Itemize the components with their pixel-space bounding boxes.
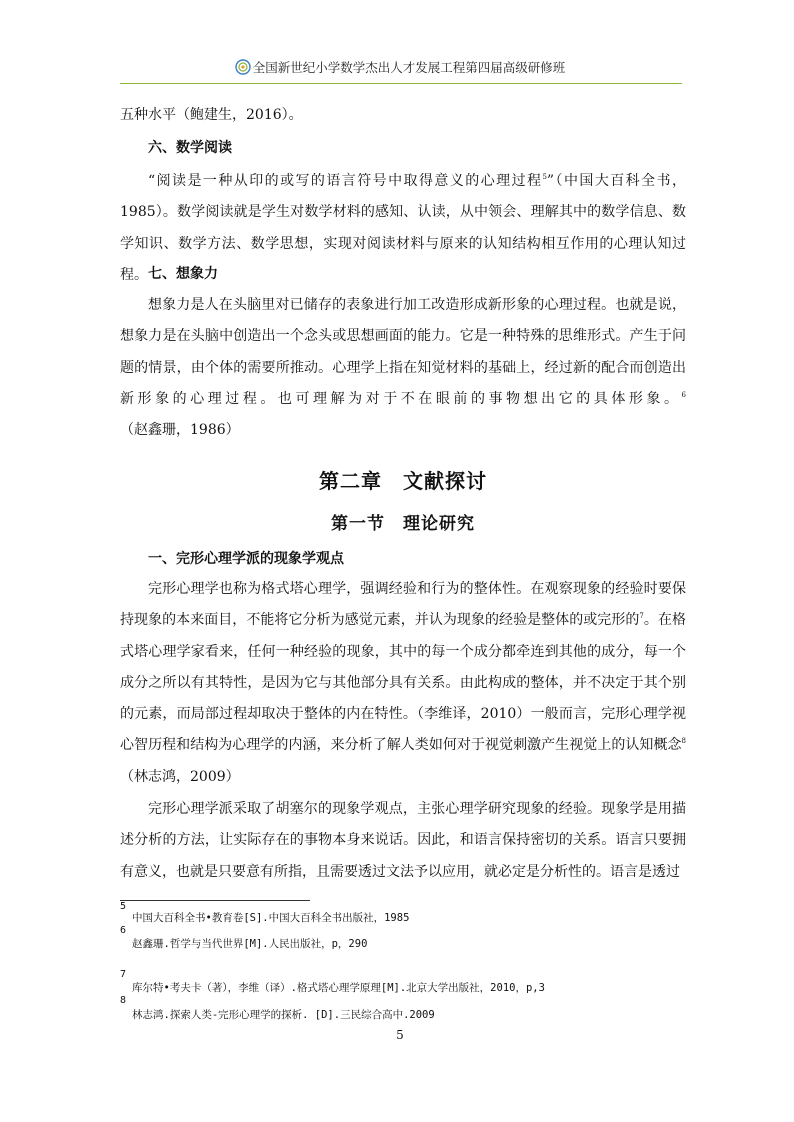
footnote-number: 8 [120, 995, 127, 1006]
footnote-text: 中国大百科全书•教育卷[S].中国大百科全书出版社，1985 [132, 912, 410, 924]
paragraph-phenomenology: 完形心理学派采取了胡塞尔的现象学观点，主张心理学研究现象的经验。现象学是用描述分析的方法，让实际存在的事物本身来说话。因此，和语言保持密切的关系。语言只要拥有意义，也就是只要意有所指，且需要透过文法予以应用，就必定是分析性的。语言是透过 [120, 801, 686, 880]
paragraph-gestalt: 完形心理学也称为格式塔心理学，强调经验和行为的整体性。在观察现象的经验时要保持现象的本来面目，不能将它分析为感觉元素，并认为现象的经验是整体的或完形的$^7$。在格式塔心理学家看来，任何一种经验的现象，其中的每一个成分都牵连到其他的成分，每一个成分之所以有其特性，是因为它与其他部分具有关系。由此构成的整体，并不决定于其个别的元素，而局部过程却取决于整体的内在特性。（李维译，2010）一般而言，完形心理学视心智历程和结构为心理学的内涵，来分析了解人类如何对于视觉刺激产生视觉上的认知概念$^8$（林志鸿，2009） [120, 581, 687, 785]
institute-logo-icon [235, 59, 251, 75]
footnote-number: 5 [120, 901, 127, 912]
footnote-text: 林志鸿.探索人类-完形心理学的探析. [D].三民综合高中.2009 [132, 1009, 435, 1021]
page-number: 5 [396, 1028, 404, 1042]
footnote-divider [120, 900, 310, 901]
heading-gestalt: 一、完形心理学派的现象学观点 [148, 551, 344, 567]
footnote-text: 赵鑫珊.哲学与当代世界[M].人民出版社，p，290 [132, 938, 368, 950]
carry-over-text: 五种水平（鲍建生，2016）。 [120, 107, 303, 123]
footnote-ref-8: 8 [681, 737, 686, 746]
footnote-ref-5: 5 [542, 173, 547, 181]
heading-math-reading: 六、数学阅读 [148, 140, 232, 156]
footnote-ref-7: 7 [639, 612, 644, 621]
footnote-text: 库尔特•考夫卡（著），李维（译）.格式塔心理学原理[M].北京大学出版社，2010，p,3 [132, 982, 545, 994]
footnote-ref-6: 6 [681, 390, 686, 399]
chapter-title: 第二章 文献探讨 [319, 469, 487, 493]
section-title: 第一节 理论研究 [331, 514, 475, 534]
heading-imagination: 七、想象力 [148, 266, 218, 282]
footnote-number: 7 [120, 969, 127, 980]
page-header [120, 58, 680, 82]
header-divider [120, 83, 682, 84]
header-title: 全国新世纪小学数学杰出人才发展工程第四届高级研修班 [252, 60, 566, 75]
paragraph-imagination: 想象力是人在头脑里对已储存的表象进行加工改造形成新形象的心理过程。也就是说，想象力是在头脑中创造出一个念头或思想画面的能力。它是一种特殊的思维形式。产生于问题的情景，由个体的需要所推动。心理学上指在知觉材料的基础上，经过新的配合而创造出新形象的心理过程。也可理解为对于不在眼前的事物想出它的具体形象。$^6$（赵鑫珊，1986） [120, 297, 686, 439]
footnote-number: 6 [120, 925, 127, 936]
paragraph-math-reading: “阅读是一种从印的或写的语言符号中取得意义的心理过程$^5$”（中国大百科全书，1985）。数学阅读就是学生对数学材料的感知、认读，从中领会、理解其中的数学信息、数学知识、数学方法、数学思想，实现对阅读材料与原来的认知结构相互作用的心理认知过程。 [120, 173, 686, 283]
